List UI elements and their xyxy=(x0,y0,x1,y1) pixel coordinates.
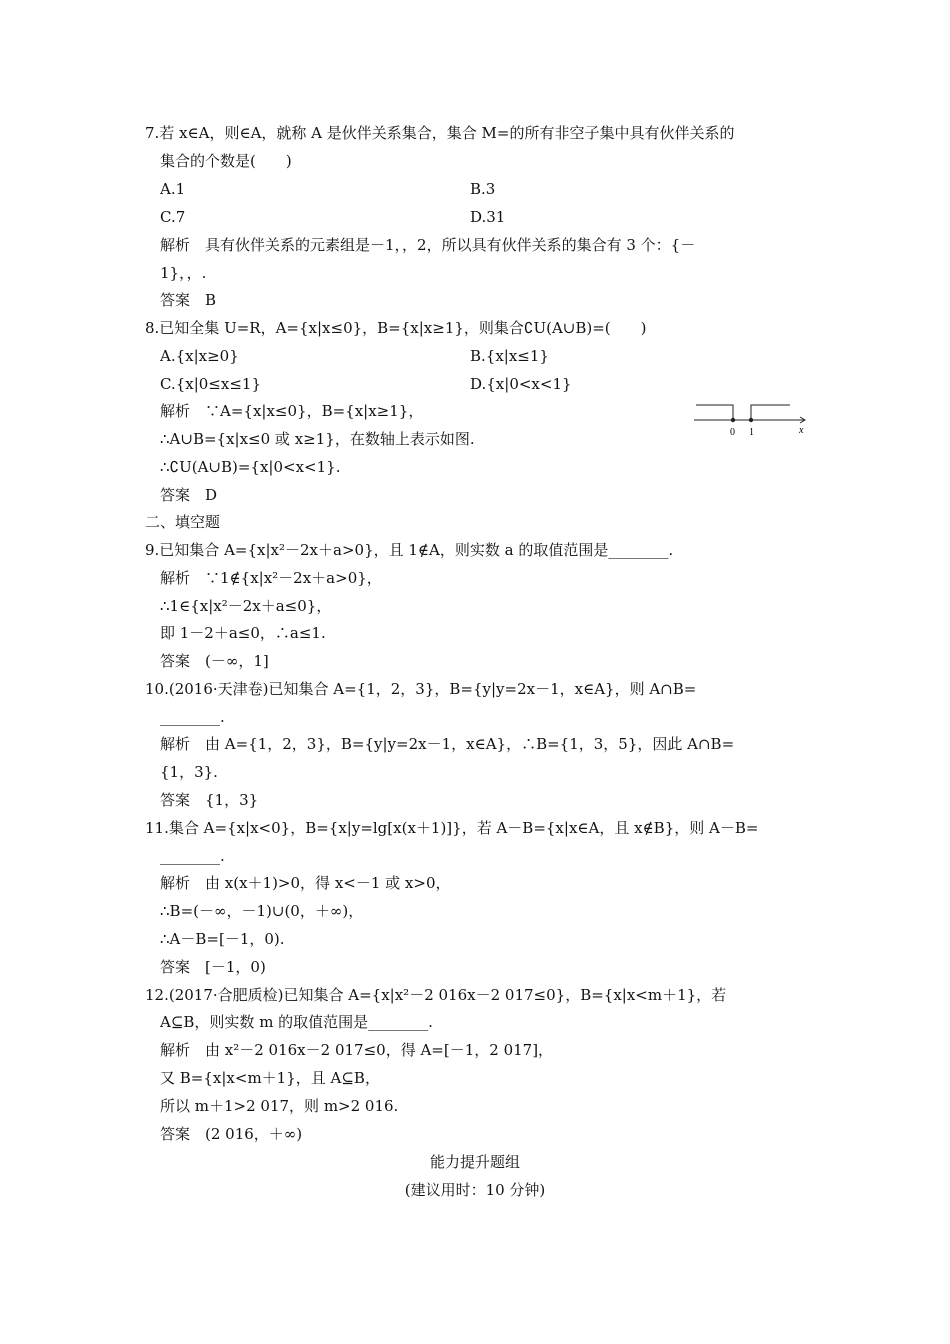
q12-analysis-line1: 解析 由 x²－2 016x－2 017≤0，得 A=[－1，2 017]， xyxy=(160,1041,554,1059)
tick-label-0: 0 xyxy=(730,427,735,438)
q8-analysis-line3: ∴∁U(A∪B)={x|0<x<1}. xyxy=(160,458,341,476)
q9-answer: 答案 (－∞，1] xyxy=(160,652,269,670)
tick-label-1: 1 xyxy=(749,427,754,438)
q9-analysis-line2: ∴1∈{x|x²－2x＋a≤0}， xyxy=(160,597,332,615)
q7-analysis-line2: 1}，，. xyxy=(160,264,207,282)
q11-analysis-line2: ∴B=(－∞，－1)∪(0，＋∞)， xyxy=(160,902,364,920)
q7-answer: 答案 B xyxy=(160,291,217,309)
axis-label-x: x xyxy=(799,425,804,436)
q10-analysis-line1: 解析 由 A={1，2，3}，B={y|y=2x－1，x∈A}，∴B={1，3，5}，因此 A∩B= xyxy=(160,735,735,753)
q7-stem-line2: 集合的个数是( ) xyxy=(160,152,292,170)
q11-analysis-line3: ∴A－B=[－1，0). xyxy=(160,930,285,948)
section-title: 能力提升题组 xyxy=(429,1153,520,1171)
q9-analysis-line1: 解析 ∵1∉{x|x²－2x＋a>0}， xyxy=(160,569,382,587)
q11-stem-line1: 11.集合 A={x|x<0}，B={x|y=lg[x(x＋1)]}，若 A－B={x|x∈A，且 x∉B}，则 A－B= xyxy=(145,819,759,837)
q8-option-d: D.{x|0<x<1} xyxy=(470,375,572,393)
q7-option-c: C.7 xyxy=(160,208,186,226)
point-one xyxy=(749,418,753,422)
section-heading: 二、填空题 xyxy=(145,513,221,531)
q8-analysis-line2: ∴A∪B={x|x≤0 或 x≥1}，在数轴上表示如图. xyxy=(160,430,475,448)
q12-analysis-line3: 所以 m＋1>2 017，则 m>2 016. xyxy=(160,1097,399,1115)
q8-option-b: B.{x|x≤1} xyxy=(470,347,549,365)
q12-answer: 答案 (2 016，＋∞) xyxy=(160,1125,303,1143)
q7-analysis-line1: 解析 具有伙伴关系的元素组是－1，，2，所以具有伙伴关系的集合有 3 个：{－ xyxy=(160,236,696,254)
q12-stem-line1: 12.(2017·合肥质检)已知集合 A={x|x²－2 016x－2 017≤0}，B={x|x<m＋1}，若 xyxy=(145,986,727,1004)
q7-option-b: B.3 xyxy=(470,180,496,198)
set-a-ray xyxy=(696,405,733,420)
q12-analysis-line2: 又 B={x|x<m＋1}，且 A⊆B， xyxy=(160,1069,380,1087)
q10-stem-line2: ________. xyxy=(160,708,225,726)
number-line-figure xyxy=(692,398,812,438)
q7-stem-line1: 7.若 x∈A，则∈A，就称 A 是伙伴关系集合，集合 M=的所有非空子集中具有伙伴关系的 xyxy=(145,124,735,142)
q7-option-a: A.1 xyxy=(160,180,186,198)
q8-analysis-line1: 解析 ∵A={x|x≤0}，B={x|x≥1}， xyxy=(160,402,424,420)
set-b-ray xyxy=(751,405,790,420)
q8-option-a: A.{x|x≥0} xyxy=(160,347,239,365)
q7-option-d: D.31 xyxy=(470,208,506,226)
section-subtitle: (建议用时：10 分钟) xyxy=(404,1181,546,1199)
point-zero xyxy=(731,418,735,422)
q11-analysis-line1: 解析 由 x(x＋1)>0，得 x<－1 或 x>0， xyxy=(160,874,451,892)
q10-answer: 答案 {1，3} xyxy=(160,791,259,809)
q9-stem: 9.已知集合 A={x|x²－2x＋a>0}，且 1∉A，则实数 a 的取值范围是________. xyxy=(145,541,674,559)
q11-answer: 答案 [－1，0) xyxy=(160,958,266,976)
q8-stem: 8.已知全集 U=R，A={x|x≤0}，B={x|x≥1}，则集合∁U(A∪B)=( ) xyxy=(145,319,647,337)
q10-analysis-line2: {1，3}. xyxy=(160,763,218,781)
q12-stem-line2: A⊆B，则实数 m 的取值范围是________. xyxy=(160,1013,433,1031)
q8-answer: 答案 D xyxy=(160,486,218,504)
q9-analysis-line3: 即 1－2＋a≤0，∴a≤1. xyxy=(160,624,326,642)
q11-stem-line2: ________. xyxy=(160,847,225,865)
q10-stem-line1: 10.(2016·天津卷)已知集合 A={1，2，3}，B={y|y=2x－1，x∈A}，则 A∩B= xyxy=(145,680,697,698)
q8-option-c: C.{x|0≤x≤1} xyxy=(160,375,261,393)
